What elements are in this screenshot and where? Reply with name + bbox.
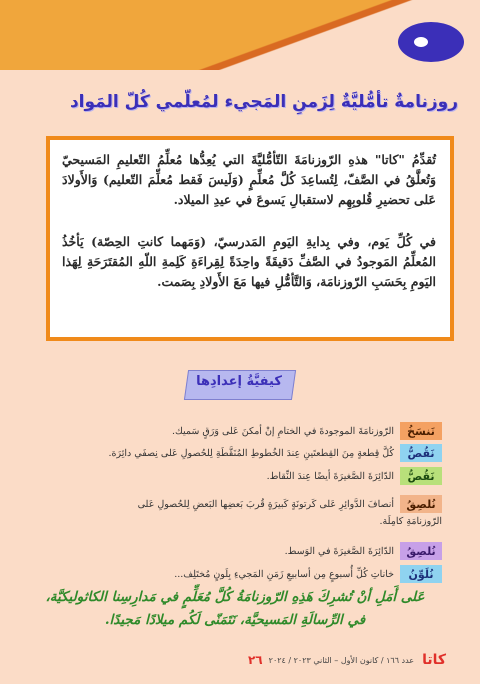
step-badge: نُلصِقُ [400,542,442,560]
closing-wish-line-2: في الرِّسالَةِ المَسيحيَّة، نَتَمَنّى لَكُم ميلادًا مَجيدًا. [104,612,366,628]
step-text: الدّائِرَةَ الصَّغيرَةَ أيضًا عِندَ النِّقاط. [266,470,394,482]
step-text: الدّائِرَةَ الصَّغيرَةَ في الوَسط. [284,545,394,557]
step-cut-circle [267,466,442,486]
step-text: أنصافَ الدَّوائِرِ عَلى كَرتونَةٍ كَبيرَةٍ قُربَ بَعضِها البَعضِ لِلحُصولِ عَلى [137,498,394,510]
intro-paragraph-2: في كُلِّ يَوم، وفي بِدايةِ اليَومِ المَدرسيّ، (وَمَهما كانتِ الحِصّة) يَأخُذُ المُعلِّمُ المَوجودُ في الصَّفِّ دَقيقَةً واحِدَةً لِقِراءَةِ كَلِمةِ اللّهِ المُقتَرَحَةِ لِهَذا اليَومِ بِحَسَبِ الرّوزنامَة، وَالتَّأمُّلِ فيها مَعَ الأَولادِ بِصَمت. [62,234,436,289]
step-copy [172,421,442,441]
intro-box [46,136,454,341]
step-color [174,564,442,584]
magazine-logo: كاتا [422,652,446,668]
step-badge: نُلَوِّنُ [400,565,442,583]
step-glue-halves [138,494,442,514]
closing-wish-line-1: عَلى أَمَلِ أنْ تُشرِكَ هَذِهِ الرّوزنامَةُ كُلَّ مُعَلِّمٍ في مَدارِسِنا الكاثوليكيَّة، [45,589,425,605]
step-text: الرّوزنامَةَ الموجودةَ في الختامِ إنْ أمكنَ عَلى وَرَقٍ سَميك. [172,425,394,437]
intro-paragraph-1: تُقدِّمُ "كاتا" هذهِ الرّوزنامَةَ التّأمُّليَّةَ التي يُعِدُّها مُعلِّمُ التّعليمِ المَسيحيّ وَتُعلَّقُ في الصَّفّ، لِتُساعِدَ كُلَّ مُعلِّمٍ (وَلَيسَ فَقط مُعلِّمَ التّعليم) وَالأَولادَ عَلى تحضيرِ قُلوبِهِم لاستقبالِ يَسوعَ في عيدِ الميلاد. [62,152,436,207]
step-badge: نُلصِقُ [400,495,442,513]
issue-info: عدد ١٦٦ / كانون الأول – الثاني ٢٠٢٣ / ٢٠٢٤ [268,655,415,665]
step-badge: نَقُصُّ [400,467,442,485]
step-text-continuation: الرّوزنامَةِ كامِلَة. [379,516,442,527]
step-badge: نَنسَخُ [400,422,442,440]
page-footer [248,652,446,668]
page-title: روزنامةٌ تأمُّليَّةٌ لِزَمنِ المَجيء لمُعلّمي كُلّ المَواد [69,92,458,112]
step-text: كُلَّ قِطعةٍ مِنَ القِطعتَينِ عِندَ الخُطوطِ المُنَقَّطَةِ لِلحُصولِ عَلى نِصفَي دائِرَة. [108,447,394,459]
page-number: ٢٦ [247,653,263,667]
step-badge: نَقُصُّ [400,444,442,462]
step-text: خاناتِ كُلِّ أُسبوعٍ مِن أسابيعِ زَمَنِ المَجيءِ بِلَونٍ مُختَلِف... [174,568,394,580]
howto-heading: كيفيَّةُ إعدادِها [196,374,282,389]
step-cut-halves [109,443,443,463]
step-glue-circle [285,541,442,561]
closing-wish [20,586,450,632]
page-ornament-icon [398,22,464,62]
